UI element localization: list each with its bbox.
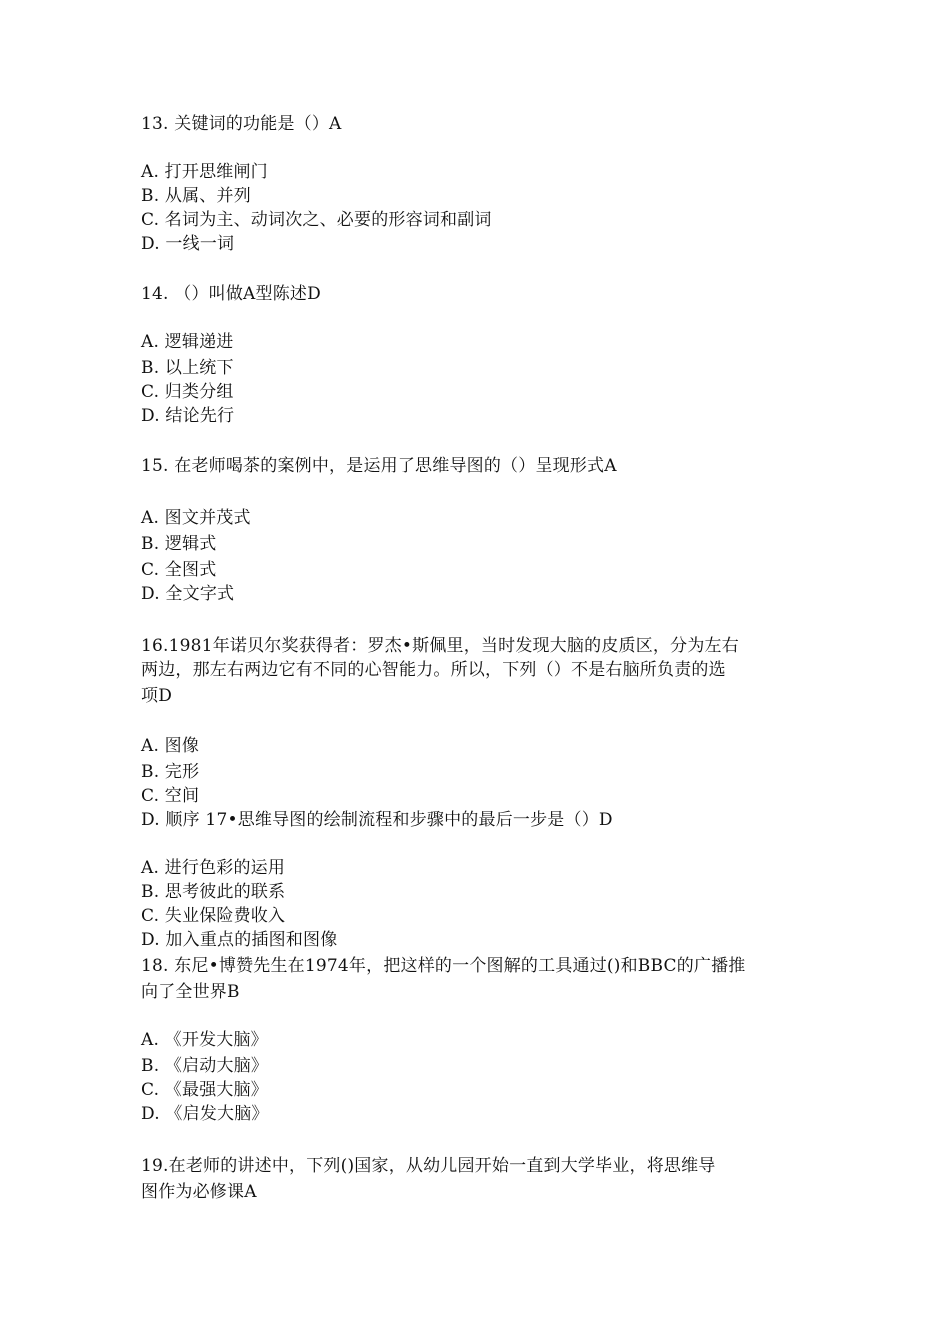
question-13: 13. 关键词的功能是（）A [141, 114, 342, 134]
option-b: B. 思考彼此的联系 [141, 882, 286, 902]
question-19-cont: 图作为必修课A [141, 1182, 257, 1202]
option-d: D. 加入重点的插图和图像 [141, 930, 338, 950]
question-15: 15. 在老师喝茶的案例中，是运用了思维导图的（）呈现形式A [141, 456, 617, 476]
option-b: B. 以上统下 [141, 358, 234, 378]
option-c: C. 《最强大脑》 [141, 1080, 269, 1100]
question-16-cont: 项D [141, 686, 173, 706]
option-b: B. 逻辑式 [141, 534, 217, 554]
question-16: 16.1981年诺贝尔奖获得者：罗杰•斯佩里，当时发现大脑的皮质区，分为左右 [141, 636, 739, 656]
option-b: B. 从属、并列 [141, 186, 251, 206]
option-a: A. 图文并茂式 [141, 508, 251, 528]
option-c: C. 全图式 [141, 560, 217, 580]
question-18-cont: 向了全世界B [141, 982, 240, 1002]
option-c: C. 名词为主、动词次之、必要的形容词和副词 [141, 210, 492, 230]
option-a: A. 进行色彩的运用 [141, 858, 286, 878]
option-d: D. 结论先行 [141, 406, 235, 426]
option-b: B. 完形 [141, 762, 200, 782]
option-c: C. 失业保险费收入 [141, 906, 286, 926]
option-d: D. 《启发大脑》 [141, 1104, 269, 1124]
option-a: A. 《开发大脑》 [141, 1030, 268, 1050]
option-a: A. 打开思维闸门 [141, 162, 268, 182]
question-18: 18. 东尼•博赞先生在1974年，把这样的一个图解的工具通过()和BBC的广播推 [141, 956, 746, 976]
option-a: A. 图像 [141, 736, 200, 756]
option-d: D. 顺序 17•思维导图的绘制流程和步骤中的最后一步是（）D [141, 810, 613, 830]
question-14: 14. （）叫做A型陈述D [141, 284, 321, 304]
option-a: A. 逻辑递进 [141, 332, 234, 352]
question-19: 19.在老师的讲述中，下列()国家，从幼儿园开始一直到大学毕业，将思维导 [141, 1156, 716, 1176]
option-b: B. 《启动大脑》 [141, 1056, 269, 1076]
question-16-cont: 两边，那左右两边它有不同的心智能力。所以，下列（）不是右脑所负责的选 [141, 660, 726, 680]
option-c: C. 空间 [141, 786, 200, 806]
option-c: C. 归类分组 [141, 382, 234, 402]
option-d: D. 全文字式 [141, 584, 235, 604]
option-d: D. 一线一词 [141, 234, 235, 254]
